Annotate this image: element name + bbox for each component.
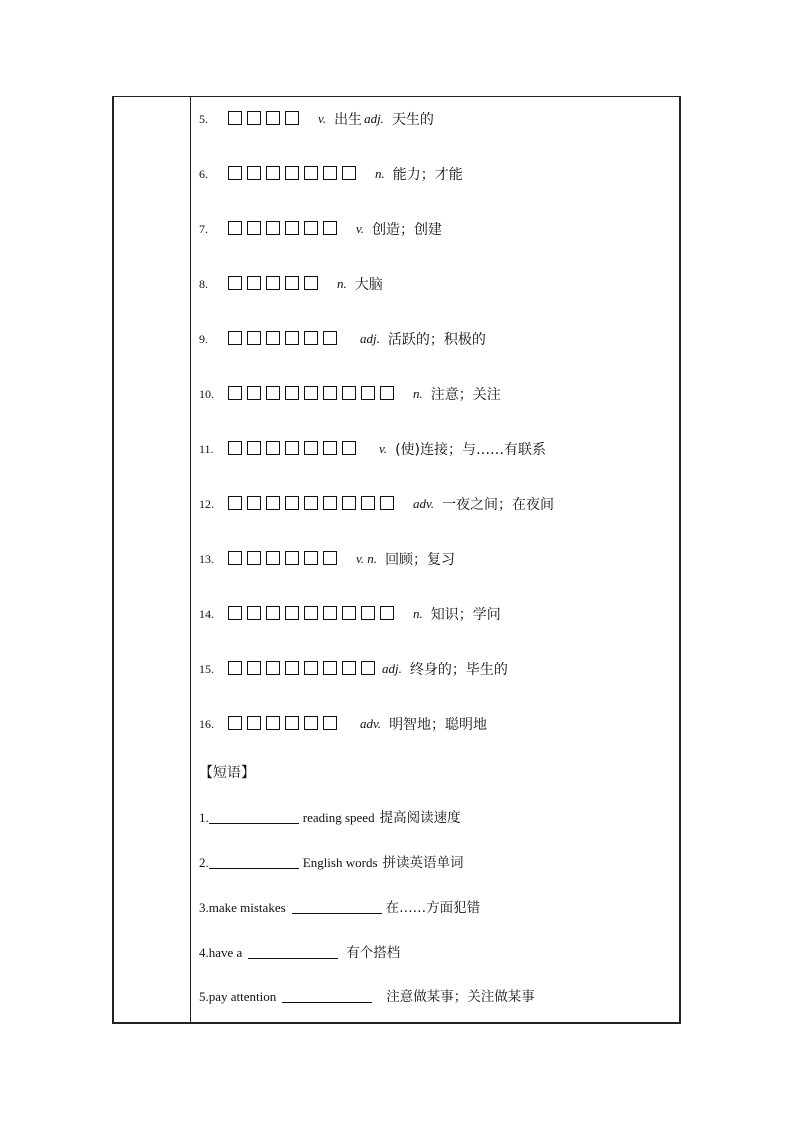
letter-box[interactable] (285, 606, 299, 620)
vocab-item (199, 327, 659, 351)
vocab-item (199, 162, 659, 186)
phrase-item (199, 806, 461, 826)
meaning: 大脑 (354, 277, 383, 293)
letter-box[interactable] (304, 606, 318, 620)
letter-box[interactable] (266, 111, 280, 125)
answer-blank[interactable] (282, 988, 372, 1003)
item-number: 16. (199, 716, 214, 731)
item-number: 12. (199, 496, 214, 511)
vocab-item (199, 107, 659, 131)
letter-box[interactable] (285, 661, 299, 675)
letter-box[interactable] (285, 496, 299, 510)
phrase-item (199, 851, 464, 871)
meaning: 终身的；毕生的 (409, 662, 508, 678)
letter-boxes[interactable] (228, 496, 399, 510)
letter-box[interactable] (266, 386, 280, 400)
letter-box[interactable] (266, 496, 280, 510)
vocab-item (199, 272, 659, 296)
definition (413, 382, 501, 406)
part-of-speech: v. (379, 441, 388, 456)
letter-box[interactable] (342, 606, 356, 620)
letter-boxes[interactable] (228, 331, 342, 345)
meaning: 知识；学问 (430, 607, 501, 623)
letter-box[interactable] (247, 276, 261, 290)
phrase-prefix: 4.have a (199, 945, 243, 960)
letter-box[interactable] (380, 606, 394, 620)
letter-box[interactable] (342, 386, 356, 400)
letter-box[interactable] (266, 606, 280, 620)
meaning: (使)连接；与……有联系 (395, 442, 546, 458)
letter-box[interactable] (361, 386, 375, 400)
letter-box[interactable] (247, 441, 261, 455)
answer-blank[interactable] (248, 944, 338, 959)
letter-box[interactable] (247, 386, 261, 400)
letter-box[interactable] (380, 386, 394, 400)
letter-box[interactable] (380, 496, 394, 510)
letter-box[interactable] (228, 606, 242, 620)
vocab-item (199, 437, 659, 461)
letter-box[interactable] (266, 551, 280, 565)
letter-box[interactable] (285, 111, 299, 125)
phrase-prefix: 3.make mistakes (199, 900, 286, 915)
letter-box[interactable] (304, 276, 318, 290)
letter-box[interactable] (247, 716, 261, 730)
letter-box[interactable] (247, 221, 261, 235)
item-number: 10. (199, 386, 214, 401)
vocab-item (199, 657, 659, 681)
letter-box[interactable] (304, 551, 318, 565)
vocab-item (199, 547, 659, 571)
letter-box[interactable] (228, 331, 242, 345)
letter-box[interactable] (304, 496, 318, 510)
letter-box[interactable] (323, 441, 337, 455)
definition (356, 217, 442, 241)
phrase-chinese: 提高阅读速度 (379, 810, 461, 826)
letter-box[interactable] (285, 276, 299, 290)
phrase-prefix: 5.pay attention (199, 989, 277, 1004)
letter-box[interactable] (304, 166, 318, 180)
phrase-prefix: 1. (199, 810, 209, 825)
letter-box[interactable] (342, 496, 356, 510)
phrase-item (199, 941, 400, 961)
answer-blank[interactable] (209, 854, 299, 869)
meaning: 明智地；聪明地 (389, 717, 488, 733)
definition (382, 657, 508, 681)
item-number: 5. (199, 111, 208, 126)
letter-box[interactable] (228, 496, 242, 510)
part-of-speech: v. n. (356, 551, 378, 566)
phrase-chinese: 拼读英语单词 (382, 855, 464, 871)
vocab-item (199, 217, 659, 241)
part-of-speech: v. (318, 111, 327, 126)
vocab-item (199, 492, 659, 516)
letter-box[interactable] (228, 111, 242, 125)
phrase-chinese: 注意做某事；关注做某事 (386, 989, 535, 1005)
definition (379, 437, 546, 461)
letter-boxes[interactable] (228, 716, 342, 730)
letter-box[interactable] (228, 551, 242, 565)
letter-box[interactable] (361, 496, 375, 510)
part-of-speech: adj. (382, 661, 402, 676)
letter-box[interactable] (266, 166, 280, 180)
letter-box[interactable] (323, 551, 337, 565)
letter-box[interactable] (285, 551, 299, 565)
letter-box[interactable] (266, 716, 280, 730)
item-number: 8. (199, 276, 208, 291)
letter-box[interactable] (323, 716, 337, 730)
letter-box[interactable] (266, 661, 280, 675)
letter-box[interactable] (228, 166, 242, 180)
letter-box[interactable] (228, 661, 242, 675)
letter-box[interactable] (266, 221, 280, 235)
letter-boxes[interactable] (228, 276, 323, 290)
definition (360, 712, 487, 736)
part-of-speech: adv. (360, 716, 382, 731)
letter-box[interactable] (342, 441, 356, 455)
letter-box[interactable] (228, 716, 242, 730)
letter-box[interactable] (304, 331, 318, 345)
meaning: 能力；才能 (392, 167, 463, 183)
column-divider (190, 96, 191, 1024)
letter-boxes[interactable] (228, 551, 342, 565)
letter-box[interactable] (304, 716, 318, 730)
letter-boxes[interactable] (228, 386, 399, 400)
phrase-item (199, 985, 535, 1005)
letter-box[interactable] (228, 221, 242, 235)
letter-boxes[interactable] (228, 166, 361, 180)
part-of-speech: adv. (413, 496, 435, 511)
definition (356, 547, 455, 571)
phrases-heading: 【短语】 (199, 765, 255, 781)
part-of-speech-2: adj. (364, 111, 384, 126)
letter-boxes[interactable] (228, 661, 380, 675)
letter-box[interactable] (304, 661, 318, 675)
meaning: 回顾；复习 (385, 552, 456, 568)
phrase-item (199, 896, 480, 916)
item-number: 13. (199, 551, 214, 566)
definition (375, 162, 463, 186)
letter-box[interactable] (247, 661, 261, 675)
vocab-item (199, 602, 659, 626)
letter-box[interactable] (323, 606, 337, 620)
letter-box[interactable] (361, 661, 375, 675)
letter-box[interactable] (228, 386, 242, 400)
letter-box[interactable] (247, 331, 261, 345)
letter-box[interactable] (323, 166, 337, 180)
letter-box[interactable] (342, 166, 356, 180)
letter-box[interactable] (323, 496, 337, 510)
letter-box[interactable] (323, 331, 337, 345)
letter-box[interactable] (247, 551, 261, 565)
letter-box[interactable] (247, 496, 261, 510)
letter-box[interactable] (323, 386, 337, 400)
letter-box[interactable] (247, 111, 261, 125)
letter-box[interactable] (285, 386, 299, 400)
definition (413, 492, 554, 516)
part-of-speech: n. (337, 276, 347, 291)
letter-boxes[interactable] (228, 606, 399, 620)
part-of-speech: n. (375, 166, 385, 181)
letter-box[interactable] (285, 331, 299, 345)
item-number: 7. (199, 221, 208, 236)
meaning: 注意；关注 (430, 387, 501, 403)
letter-box[interactable] (323, 661, 337, 675)
letter-box[interactable] (266, 441, 280, 455)
phrase-english: reading speed (302, 810, 375, 825)
letter-boxes[interactable] (228, 221, 342, 235)
definition (413, 602, 501, 626)
letter-box[interactable] (285, 166, 299, 180)
letter-box[interactable] (285, 221, 299, 235)
letter-box[interactable] (247, 606, 261, 620)
letter-box[interactable] (285, 441, 299, 455)
letter-box[interactable] (228, 441, 242, 455)
letter-box[interactable] (342, 661, 356, 675)
letter-boxes[interactable] (228, 441, 361, 455)
phrase-chinese: 有个搭档 (346, 945, 401, 961)
meaning: 活跃的；积极的 (387, 332, 486, 348)
item-number: 9. (199, 331, 208, 346)
letter-box[interactable] (228, 276, 242, 290)
vocab-item (199, 712, 659, 736)
meaning: 创造；创建 (372, 222, 443, 238)
phrase-prefix: 2. (199, 855, 209, 870)
item-number: 11. (199, 441, 214, 456)
answer-blank[interactable] (292, 899, 382, 914)
meaning: 一夜之间；在夜间 (442, 497, 555, 513)
letter-box[interactable] (304, 386, 318, 400)
letter-box[interactable] (323, 221, 337, 235)
phrase-english: English words (302, 855, 378, 870)
letter-box[interactable] (285, 716, 299, 730)
letter-box[interactable] (304, 441, 318, 455)
meaning: 出生 (334, 112, 363, 128)
letter-box[interactable] (266, 331, 280, 345)
item-number: 15. (199, 661, 214, 676)
letter-box[interactable] (304, 221, 318, 235)
definition (318, 107, 434, 131)
letter-box[interactable] (266, 276, 280, 290)
definition (360, 327, 486, 351)
meaning-2: 天生的 (391, 112, 434, 128)
item-number: 6. (199, 166, 208, 181)
part-of-speech: adj. (360, 331, 380, 346)
vocab-item (199, 382, 659, 406)
letter-boxes[interactable] (228, 111, 304, 125)
item-number: 14. (199, 606, 214, 621)
answer-blank[interactable] (209, 809, 299, 824)
part-of-speech: n. (413, 386, 423, 401)
phrase-chinese: 在……方面犯错 (385, 900, 481, 916)
part-of-speech: v. (356, 221, 365, 236)
definition (337, 272, 383, 296)
letter-box[interactable] (361, 606, 375, 620)
part-of-speech: n. (413, 606, 423, 621)
letter-box[interactable] (247, 166, 261, 180)
